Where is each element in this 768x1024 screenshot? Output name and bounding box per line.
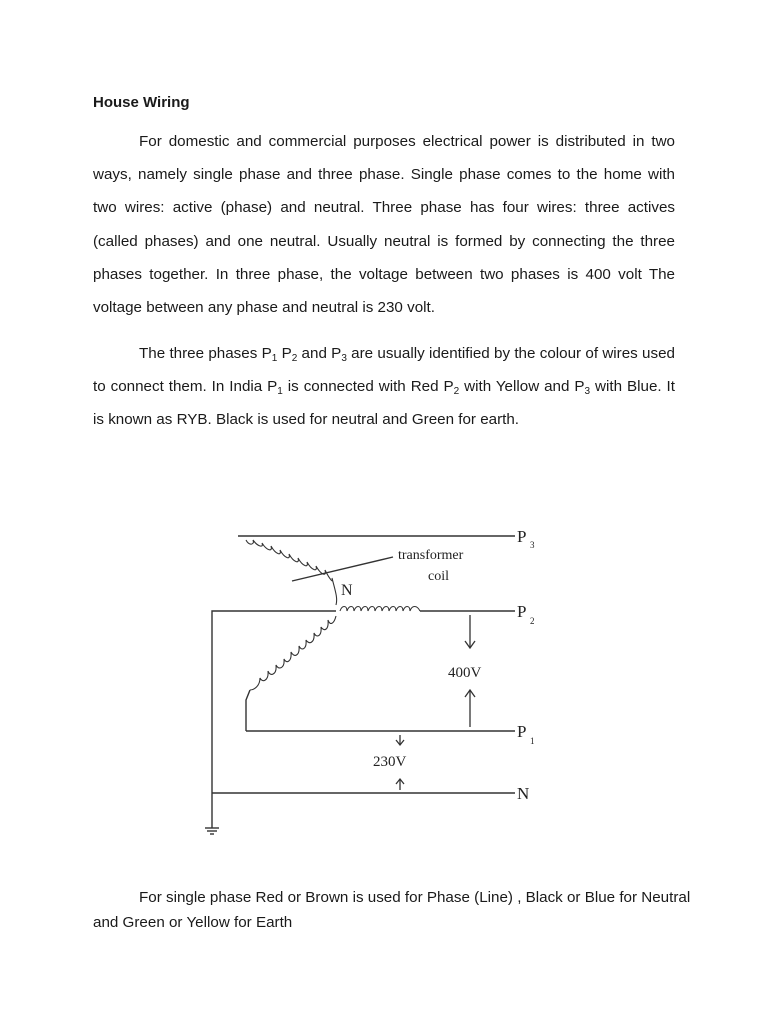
text-run: The three phases P [139, 345, 272, 362]
p3-label: P [517, 527, 527, 546]
p2-label: P [517, 602, 527, 621]
subscript: 3 [584, 386, 591, 398]
subscript: 2 [291, 353, 298, 364]
text-run: and P [297, 345, 342, 362]
text-run: P [277, 345, 292, 362]
neutral-point-label: N [341, 582, 353, 599]
voltage-400v-label: 400V [448, 665, 482, 681]
paragraph-single-phase-text: For single phase Red or Brown is used for Phase (Line) , Black or Blue for Neutral and Green or Yellow for Earth [93, 889, 691, 931]
lower-coil [250, 616, 336, 690]
subscript: 2 [453, 386, 460, 398]
p1-coil-lead [246, 690, 250, 731]
voltage-230v-label: 230V [373, 754, 407, 770]
transformer-pointer [292, 557, 393, 581]
neutral-earth-wire [212, 611, 336, 828]
p2-subscript: 2 [530, 616, 535, 626]
middle-coil [340, 607, 420, 612]
paragraph-single-phase [93, 885, 693, 935]
arrow-down-icon-400v [465, 615, 475, 648]
text-run: with Yellow and P [459, 378, 585, 396]
text-run: is connected with Red P [282, 378, 454, 396]
document-title: House Wiring [93, 94, 190, 111]
p1-label: P [517, 722, 527, 741]
upper-coil [246, 540, 337, 605]
arrow-down-icon-230v [396, 735, 404, 745]
p1-subscript: 1 [530, 736, 535, 746]
ground-symbol [205, 828, 219, 834]
p3-subscript: 3 [530, 540, 535, 550]
coil-label: coil [428, 569, 449, 584]
text-run: are usually identified by the colour of wires used to connect them. In India P [93, 345, 675, 396]
paragraph-distribution-text: For domestic and commercial purposes electrical power is distributed in two ways, namely single phase and three phase. Single phase comes to the home with two wires: active (phase) and neutral. Three phase has four wires: three actives (called phases) and one neutral. Usually neutral is formed by connecting the three phases together. In three phase, the voltage between two phases is 400 volt The voltage between any phase and neutral is 230 volt. [93, 133, 675, 317]
subscript: 1 [271, 353, 278, 364]
transformer-label: transformer [398, 548, 464, 563]
arrow-up-icon-400v [465, 690, 475, 727]
neutral-line-label: N [517, 784, 530, 803]
arrow-up-icon-230v [396, 779, 404, 790]
text-run: with Blue. It is known as RYB. Black is used for neutral and Green for earth. [93, 378, 675, 429]
subscript: 1 [277, 386, 283, 398]
subscript: 3 [341, 353, 347, 364]
